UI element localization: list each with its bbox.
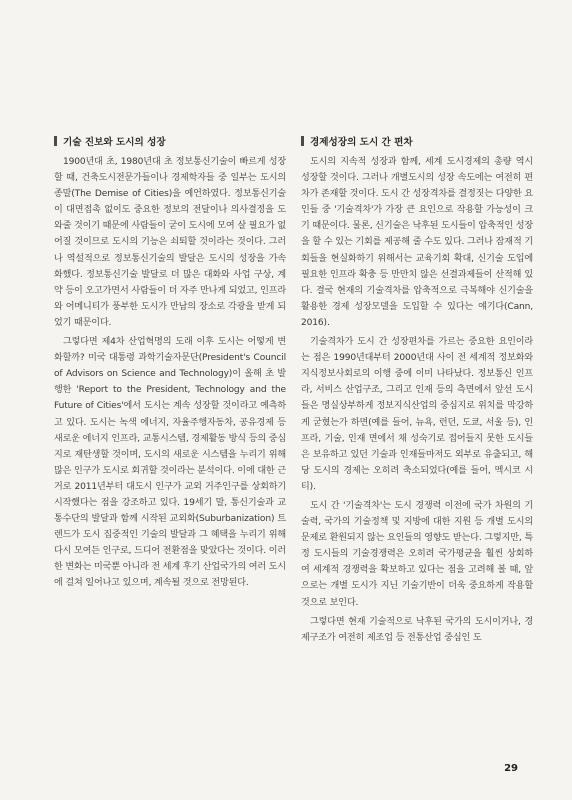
page-number: 29 [504, 763, 518, 774]
right-column [301, 134, 533, 646]
section-heading [54, 134, 286, 148]
paragraph: 1900년대 초, 1980년대 초 정보통신기술이 빠르게 성장할 때, 건축도시전문가들이나 경제학자들 중 일부는 도시의 종말(The Demise of Cities)을 예언하였다. 정보통신기술이 대면접촉 없이도 중요한 정보의 전달이나 의사결정을 도와줄 것이기 때문에 사람들이 굳이 도시에 모여 살 필요가 없어질 것이므로 도시의 기능은 쇠퇴할 것이라는 것이다. 그러나 역설적으로 정보통신기술의 발달은 도시의 성장을 가속화했다. 정보통신기술 발달로 더 많은 대화와 사업 구상, 계약 등이 오고가면서 사람들이 더 자주 만나게 되었고, 인프라와 어메니티가 풍부한 도시가 만남의 장소로 각광을 받게 되었기 때문이다. [54, 157, 286, 328]
paragraph: 기술격차가 도시 간 성장편차를 가르는 중요한 요인이라는 점은 1990년대부터 2000년대 사이 전 세계적 정보화와 지식정보사회로의 이행 중에 이미 나타났다. 정보통신 인프라, 서비스 산업구조, 그리고 인재 등의 측면에서 앞선 도시들은 명실상부하게 정보지식산업의 중심지로 위치를 막강하게 굳혔는가 하면(예를 들어, 뉴욕, 런던, 도쿄, 서울 등), 인프라, 기술, 인재 면에서 채 성숙기로 접어들지 못한 도시들은 보유하고 있던 기술과 인재들마저도 외부로 유출되고, 해당 도시의 경제는 오히려 축소되었다(예를 들어, 멕시코 시티). [301, 337, 533, 492]
section-heading [301, 134, 533, 148]
left-column [54, 134, 286, 592]
paragraph: 그렇다면 현재 기술적으로 낙후된 국가의 도시이거나, 경제구조가 여전히 제조업 등 전통산업 중심인 도 [301, 616, 533, 643]
heading-bar-marker [301, 136, 304, 146]
paragraph: 도시의 지속적 성장과 함께, 세계 도시경제의 총량 역시 성장할 것이다. 그러나 개별도시의 성장 속도에는 여전히 편차가 존재할 것이다. 도시 간 성장격차를 결정짓는 다양한 요인들 중 '기술격차'가 가장 큰 요인으로 작용할 가능성이 크기 때문이다. 물론, 신기술은 낙후된 도시들이 압축적인 성장을 할 수 있는 기회를 제공해 줄 수도 있다. 그러나 잠재적 기회들을 현실화하기 위해서는 교육기회 확대, 신기술 도입에 필요한 인프라 확충 등 만만치 않은 선결과제들이 산적해 있다. 결국 현재의 기술격차를 압축적으로 극복해야 신기술을 활용한 경제 성장모델을 도입할 수 있다는 얘기다(Cann, 2016). [301, 157, 533, 328]
heading-bar-marker [54, 136, 57, 146]
heading-text: 경제성장의 도시 간 편차 [310, 137, 413, 148]
paragraph: 그렇다면 제4차 산업혁명의 도래 이후 도시는 어떻게 변화할까? 미국 대통령 과학기술자문단(President's Council of Advisors on Science and Technology)이 올해 초 발행한 'Report to the President, Technology and the Future of Cities'에서 도시는 계속 성장할 것이라고 예측하고 있다. 도시는 녹색 에너지, 자율주행자동차, 공유경제 등 새로운 에너지 인프라, 교통시스템, 경제활동 방식 등의 중심지로 재탄생할 것이며, 도시의 새로운 시스템을 누리기 위해 많은 인구가 도시로 회귀할 것이라는 분석이다. 이에 대한 근거로 2011년부터 대도시 인구가 교외 거주인구를 상회하기 시작했다는 점을 강조하고 있다. 19세기 말, 통신기술과 교통수단의 발달과 함께 시작된 교외화(Suburbanization) 트렌드가 도시 집중적인 기술의 발달과 그 혜택을 누리기 위해 다시 모여든 인구로, 드디어 전환점을 맞았다는 것이다. 이러한 변화는 미국뿐 아니라 전 세계 후기 산업국가의 여러 도시에 걸쳐 일어나고 있으며, 계속될 것으로 전망된다. [54, 337, 286, 589]
paragraph: 도시 간 '기술격차'는 도시 경쟁력 이전에 국가 차원의 기술력, 국가의 기술정책 및 지방에 대한 지원 등 개별 도시의 문제로 환원되지 않는 요인들의 영향도 받는다. 그렇지만, 특정 도시들의 기술경쟁력은 오히려 국가평균을 훨씬 상회하여 세계적 경쟁력을 확보하고 있다는 점을 고려해 볼 때, 앞으로는 개별 도시가 지닌 기술기반이 더욱 중요하게 작용할 것으로 보인다. [301, 500, 533, 608]
heading-text: 기술 진보와 도시의 성장 [63, 137, 166, 148]
